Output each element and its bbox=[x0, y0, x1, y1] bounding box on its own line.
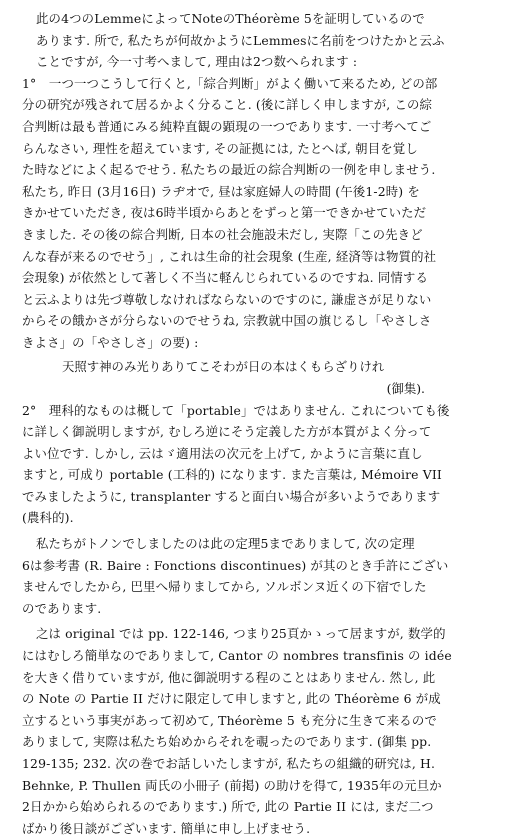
paragraph-reason-1 bbox=[22, 73, 495, 354]
text-line: よい位です. しかし, 云はゞ適用法の次元を上げて, かように言葉に直し bbox=[22, 445, 423, 461]
paragraph-reason-2 bbox=[22, 400, 495, 530]
text-line: (農科的). bbox=[22, 510, 74, 526]
text-line: た時などによく起るでせう. 私たちの最近の綜合判断の一例を申しませう. bbox=[22, 162, 436, 178]
text-line: Behnke, P. Thullen 両氏の小冊子 (前掲) の助けを得て, 1935年の元旦か bbox=[22, 777, 442, 793]
text-line: らんなさい, 理性を超えています, その証拠には, たとへば, 朝目を覚し bbox=[22, 140, 418, 156]
text-line: 2° 理科的なものは概して「portable」ではありません. これについても後 bbox=[22, 402, 450, 418]
text-line: 私たち, 昨日 (3月16日) ラヂオで, 昼は家庭婦人の時間 (午後1-2時) を bbox=[22, 183, 420, 199]
text-line: きよさ」の「やさしさ」の要) : bbox=[22, 334, 199, 350]
paragraph-intro bbox=[22, 8, 495, 73]
paragraph-thonon bbox=[22, 533, 495, 619]
text-line: 会現象) が依然として著しく不当に軽んじられているのですね. 同情する bbox=[22, 270, 429, 286]
text-line: んな春が来るのでせう」, これは生命的社会現象 (生産, 経済等は物質的社 bbox=[22, 248, 437, 264]
text-line: のであります. bbox=[22, 600, 102, 616]
text-line: に詳しく御説明しますが, むしろ逆にそう定義した方が本質がよく分って bbox=[22, 424, 432, 440]
paragraph-original bbox=[22, 623, 495, 839]
text-line: 分の研究が残されて居るかよく分ること. (後に詳しく申しますが, この綜 bbox=[22, 97, 433, 113]
text-line: ませんでしたから, 巴里へ帰りましてから, ソルボンヌ近くの下宿でした bbox=[22, 579, 427, 595]
text-line: 6は参考書 (R. Baire : Fonctions discontinues) が其のとき手許にござい bbox=[22, 557, 449, 573]
text-line: と云ふよりは先づ尊敬しなければならないのですのに, 謙虚さが足りない bbox=[22, 291, 432, 307]
text-line: 此の4つのLemmeによってNoteのThéorème 5を証明しているので bbox=[36, 11, 425, 26]
poem-line: 天照す神のみ光りありてこそわが日の本はくもらざりけれ bbox=[62, 358, 385, 374]
text-line: ありまして, 実際は私たち始めからそれを覗ったのであります. (御集 pp. bbox=[22, 734, 432, 750]
text-line: ことですが, 今一寸考へまして, 理由は2つ数へられます : bbox=[36, 54, 358, 70]
text-line: 129-135; 232. 次の巻でお話しいたしますが, 私たちの組織的研究は, H. bbox=[22, 756, 436, 771]
text-line: 私たちがトノンでしましたのは此の定理5までありまして, 次の定理 bbox=[36, 536, 415, 552]
text-line: でみましたように, transplanter すると面白い場合が多いようであります bbox=[22, 488, 441, 504]
text-line: きました. その後の綜合判断, 日本の社会施設未だし, 実際「この先きど bbox=[22, 226, 423, 242]
text-line: 立するという事実があって初めて, Théorème 5 も充分に生きて来るので bbox=[22, 712, 437, 728]
text-line: あります. 所で, 私たちが何故かようにLemmesに名前をつけたかと云ふ bbox=[36, 32, 445, 48]
poem-attribution: (御集). bbox=[386, 380, 425, 396]
text-line: からその餓かさが分らないのでせうね, 宗教就中国の旗じるし「やさしさ bbox=[22, 313, 432, 329]
text-line: 合判断は最も普通にみる純粋直観の顕現の一つであります. 一寸考へてご bbox=[22, 118, 432, 134]
text-line: きかせていただき, 夜は6時半頃からあとをずっと第一できかせていただ bbox=[22, 205, 427, 221]
text-line: を大きく借りていますが, 他に御説明する程のことはありません. 然し, 此 bbox=[22, 669, 436, 685]
text-line: ますと, 可成り portable (工科的) になります. また言葉は, Mémoire VII bbox=[22, 467, 442, 483]
text-line: ばかり後日談がございます. 簡単に申し上げませう. bbox=[22, 820, 311, 836]
text-line: 1° 一つ一つこうして行くと,「綜合判断」がよく働いて来るため, どの部 bbox=[22, 75, 438, 91]
text-line: にはむしろ簡単なのでありまして, Cantor の nombres transfinis の idée bbox=[22, 648, 452, 664]
text-line: 2日かから始められるのであります.) 所で, 此の Partie II には, まだ二つ bbox=[22, 799, 434, 815]
text-line: 之は original では pp. 122-146, つまり25頁かゝって居ますが, 数学的 bbox=[36, 626, 446, 642]
text-line: の Note の Partie II だけに限定して申しますと, 此の Théorème 6 が成 bbox=[22, 691, 441, 707]
